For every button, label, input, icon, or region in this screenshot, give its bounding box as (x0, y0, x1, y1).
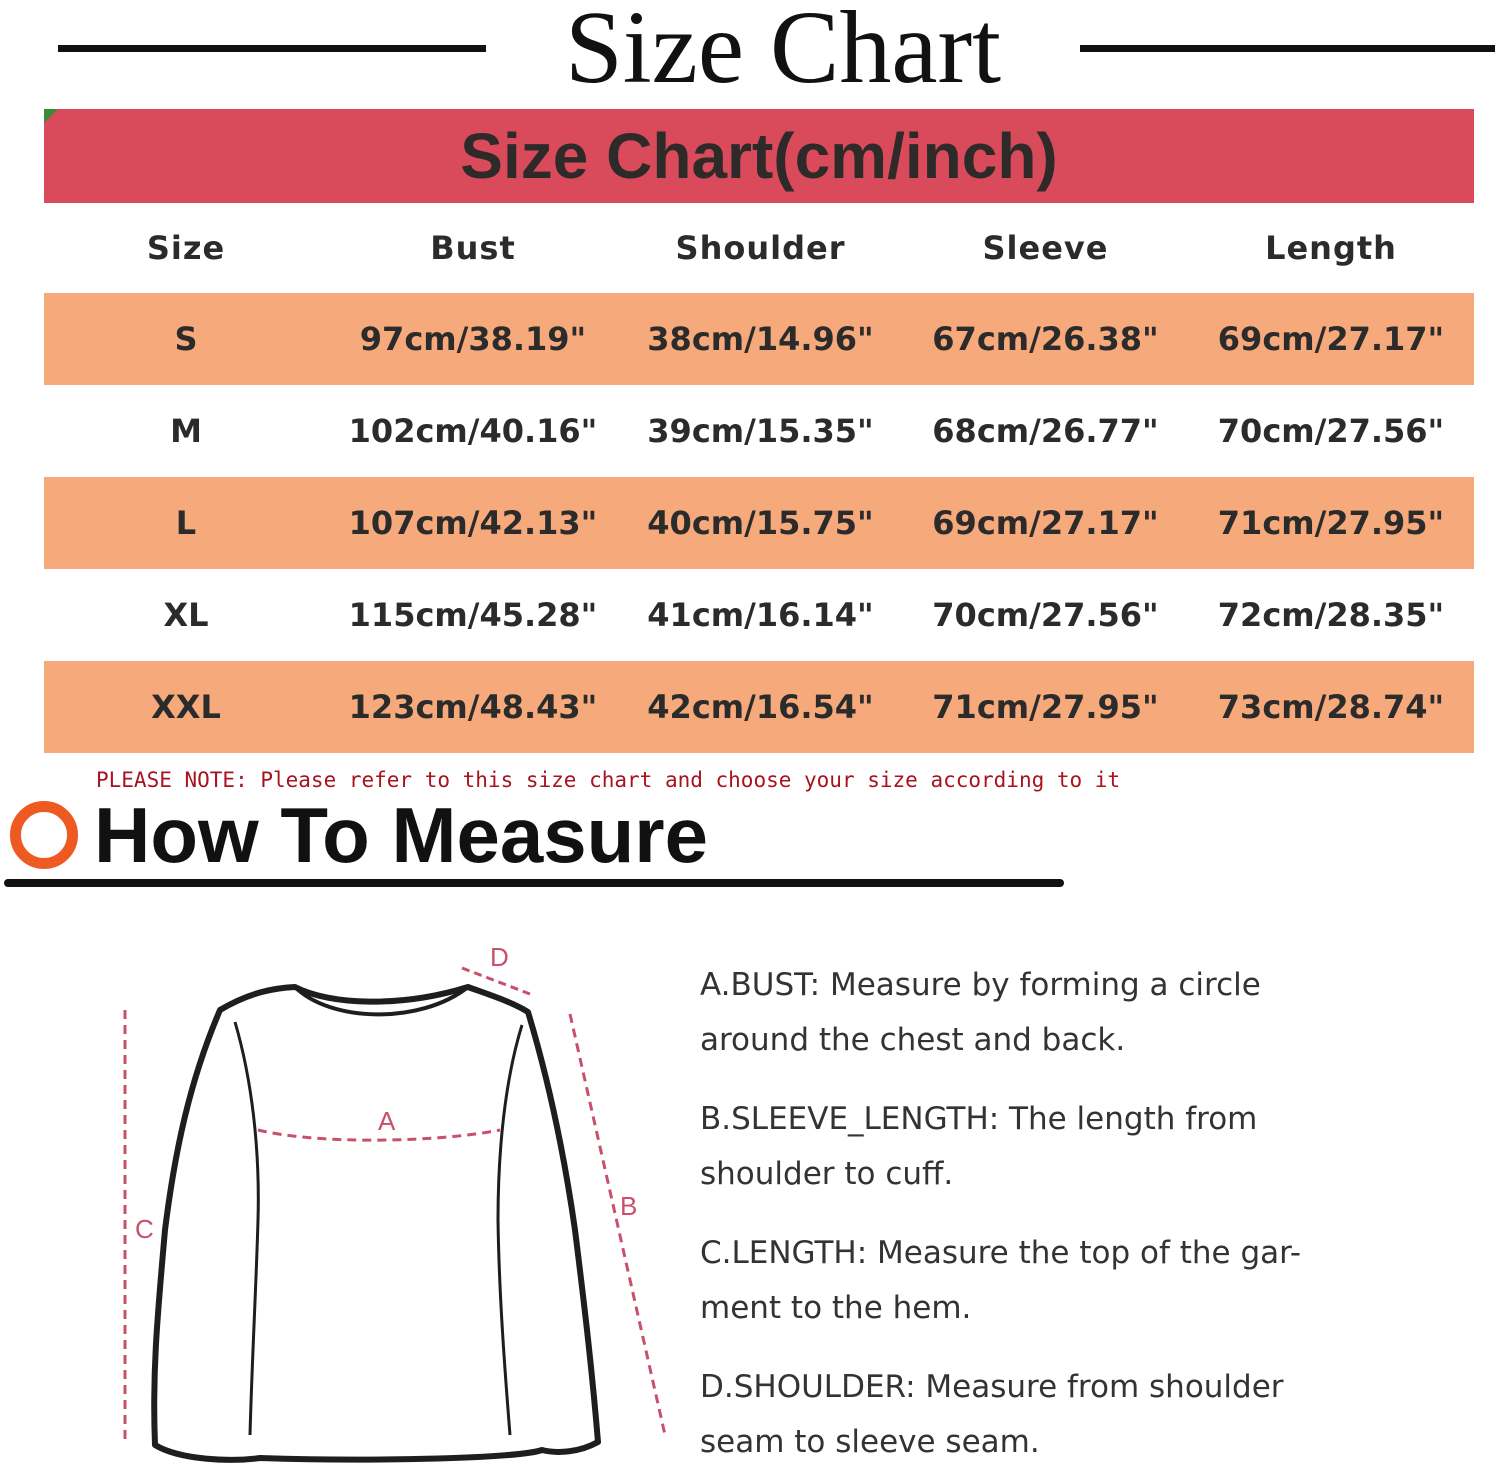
table-row (44, 661, 1474, 753)
table-cell: XXL (44, 661, 328, 753)
measure-item-bust (700, 958, 1440, 1068)
column-header-size: Size (146, 229, 226, 267)
label-b: B (620, 1191, 638, 1221)
column-header-sleeve: Sleeve (982, 229, 1109, 267)
table-cell: 39cm/15.35" (647, 412, 874, 450)
table-cell: XL (163, 596, 209, 634)
table-cell: 42cm/16.54" (618, 661, 903, 753)
measure-item-line: ment to the hem. (700, 1290, 972, 1326)
measure-item-shoulder (700, 1360, 1440, 1470)
shirt-measure-diagram (80, 930, 700, 1480)
measure-item-sleeve (700, 1092, 1440, 1202)
measure-item-length (700, 1226, 1440, 1336)
table-cell: 70cm/27.56" (932, 596, 1159, 634)
measure-item-line: A.BUST: Measure by forming a circle (700, 967, 1261, 1003)
table-cell: 68cm/26.77" (932, 412, 1159, 450)
left-sleeve-seam (235, 1022, 258, 1435)
column-header-bust: Bust (430, 229, 516, 267)
shirt-outline (154, 987, 598, 1460)
table-cell: 69cm/27.17" (1188, 293, 1474, 385)
sleeve-measure-line (570, 1014, 665, 1435)
table-cell: 97cm/38.19" (328, 293, 618, 385)
label-c: C (135, 1214, 154, 1244)
table-row (44, 477, 1474, 569)
table-cell: 69cm/27.17" (903, 477, 1188, 569)
measure-item-line: D.SHOULDER: Measure from shoulder (700, 1369, 1284, 1405)
table-row (44, 293, 1474, 385)
measure-item-line: around the chest and back. (700, 1022, 1126, 1058)
banner-corner-mark (44, 109, 58, 123)
size-table (44, 203, 1474, 753)
table-row (44, 385, 1474, 477)
table-cell: 73cm/28.74" (1188, 661, 1474, 753)
table-cell: S (44, 293, 328, 385)
table-header-row (44, 203, 1474, 293)
label-d: D (490, 942, 509, 972)
measure-title-underline (4, 879, 1064, 887)
measure-item-line: shoulder to cuff. (700, 1156, 954, 1192)
size-note: PLEASE NOTE: Please refer to this size chart and choose your size according to it (96, 768, 1121, 792)
table-cell: 71cm/27.95" (903, 661, 1188, 753)
label-a: A (378, 1106, 396, 1136)
page-title: Size Chart (564, 0, 1002, 105)
table-row (44, 569, 1474, 661)
table-cell: 72cm/28.35" (1217, 596, 1445, 634)
table-cell: 123cm/48.43" (328, 661, 618, 753)
right-sleeve-seam (498, 1025, 522, 1435)
table-cell: 41cm/16.14" (647, 596, 874, 634)
column-header-shoulder: Shoulder (675, 229, 846, 267)
table-cell: 115cm/45.28" (348, 596, 598, 634)
table-cell: 107cm/42.13" (328, 477, 618, 569)
measure-item-line: B.SLEEVE_LENGTH: The length from (700, 1101, 1258, 1137)
measure-item-line: seam to sleeve seam. (700, 1424, 1040, 1460)
title-rule-left (58, 45, 486, 52)
measure-item-line: C.LENGTH: Measure the top of the gar- (700, 1235, 1302, 1271)
ring-bullet-icon (10, 801, 78, 869)
table-cell: 67cm/26.38" (903, 293, 1188, 385)
title-rule-right (1080, 45, 1495, 52)
column-header-length: Length (1265, 229, 1397, 267)
table-cell: M (170, 412, 202, 450)
table-cell: L (44, 477, 328, 569)
table-cell: 71cm/27.95" (1188, 477, 1474, 569)
table-cell: 40cm/15.75" (618, 477, 903, 569)
table-cell: 102cm/40.16" (348, 412, 598, 450)
table-banner: Size Chart(cm/inch) (44, 109, 1474, 203)
measure-section-title: How To Measure (94, 791, 708, 879)
table-cell: 38cm/14.96" (618, 293, 903, 385)
table-cell: 70cm/27.56" (1217, 412, 1445, 450)
